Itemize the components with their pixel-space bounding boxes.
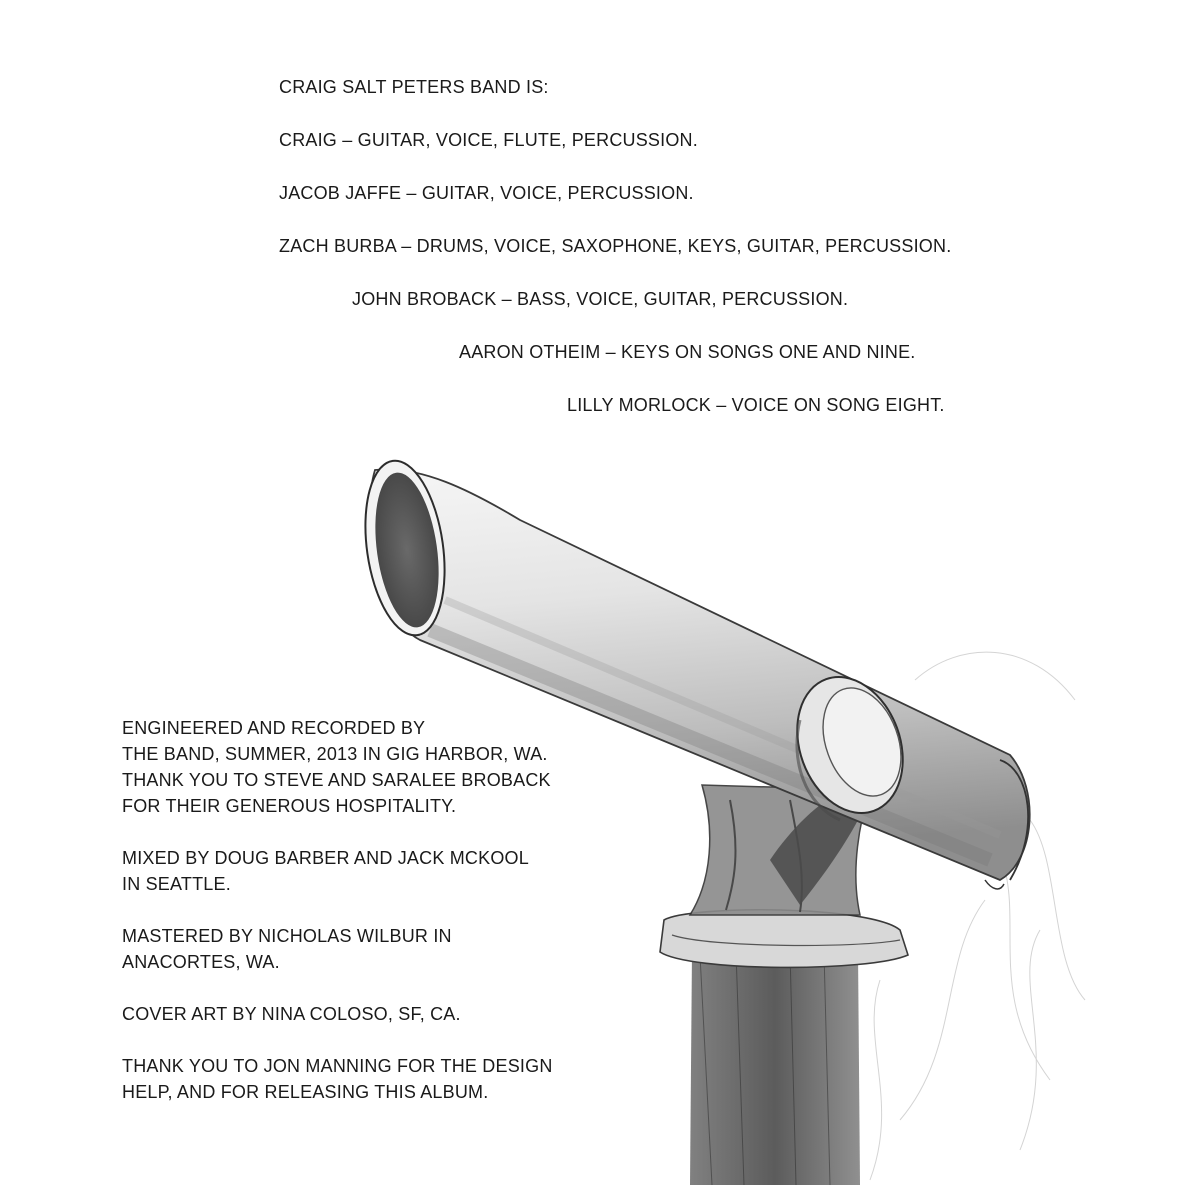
credit-mixing-line: IN SEATTLE.: [122, 874, 231, 894]
credit-recording-line: ENGINEERED AND RECORDED BY: [122, 718, 426, 738]
lineup-member-john-broback: JOHN BROBACK – BASS, VOICE, GUITAR, PERCUSSION.: [352, 289, 849, 309]
credit-thanks-line: HELP, AND FOR RELEASING THIS ALBUM.: [122, 1082, 489, 1102]
credit-thanks-line: THANK YOU TO JON MANNING FOR THE DESIGN: [122, 1056, 553, 1076]
credit-recording-line: THE BAND, SUMMER, 2013 IN GIG HARBOR, WA.: [122, 744, 548, 764]
credit-spacer: [122, 1027, 553, 1053]
credit-mixing-line: MIXED BY DOUG BARBER AND JACK MCKOOL: [122, 848, 529, 868]
credit-recording-line: THANK YOU TO STEVE AND SARALEE BROBACK: [122, 770, 551, 790]
lineup-heading: CRAIG SALT PETERS BAND IS:: [279, 77, 549, 97]
lineup-member-craig: CRAIG – GUITAR, VOICE, FLUTE, PERCUSSION.: [279, 130, 698, 150]
credit-cover-art-line: COVER ART BY NINA COLOSO, SF, CA.: [122, 1004, 461, 1024]
lineup-member-aaron-otheim: AARON OTHEIM – KEYS ON SONGS ONE AND NINE.: [459, 342, 916, 362]
lineup-member-jacob-jaffe: JACOB JAFFE – GUITAR, VOICE, PERCUSSION.: [279, 183, 694, 203]
credit-spacer: [122, 819, 553, 845]
credit-spacer: [122, 975, 553, 1001]
lineup-member-lilly-morlock: LILLY MORLOCK – VOICE ON SONG EIGHT.: [567, 395, 945, 415]
lineup-member-zach-burba: ZACH BURBA – DRUMS, VOICE, SAXOPHONE, KEYS, GUITAR, PERCUSSION.: [279, 236, 952, 256]
credit-mastering-line: MASTERED BY NICHOLAS WILBUR IN: [122, 926, 452, 946]
credit-spacer: [122, 897, 553, 923]
credit-recording-line: FOR THEIR GENEROUS HOSPITALITY.: [122, 796, 457, 816]
credit-mastering-line: ANACORTES, WA.: [122, 952, 280, 972]
production-credits: [122, 715, 553, 1105]
